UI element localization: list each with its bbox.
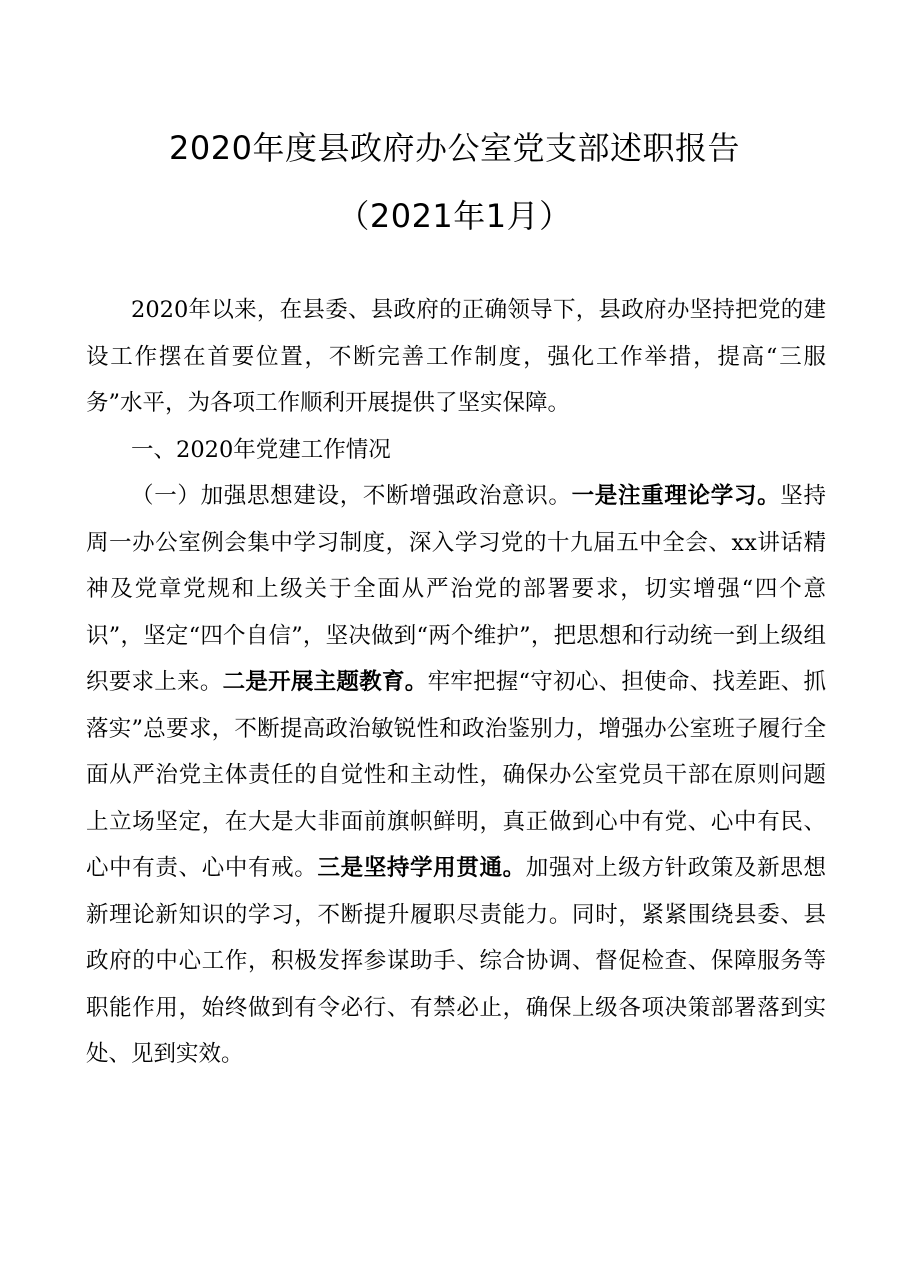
point3-title: 三是坚持学用贯通。: [317, 855, 526, 881]
point2-title: 二是开展主题教育。: [222, 669, 428, 695]
point1-text: 坚持周一办公室例会集中学习制度，深入学习党的十九届五中全会、xx讲话精神及党章党规和上级关于全面从严治党的部署要求，切实增强“四个意识”，坚定“四个自信”，坚决做到“两个维护”，把思想和行动统一到上级组织要求上来。: [86, 483, 826, 695]
section-heading-block: [86, 427, 826, 474]
section1-paragraph-block: [86, 473, 826, 1078]
point3-text: 加强对上级方针政策及新思想新理论新知识的学习，不断提升履职尽责能力。同时，紧紧围绕县委、县政府的中心工作，积极发挥参谋助手、综合协调、督促检查、保障服务等职能作用，始终做到有令必行、有禁必止，确保上级各项决策部署落到实处、见到实效。: [86, 855, 826, 1067]
intro-paragraph-block: [86, 287, 826, 427]
point2-text: 牢牢把握“守初心、担使命、找差距、抓落实”总要求，不断提高政治敏锐性和政治鉴别力，增强办公室班子履行全面从严治党主体责任的自觉性和主动性，确保办公室党员干部在原则问题上立场坚定，在大是大非面前旗帜鲜明，真正做到心中有党、心中有民、心中有责、心中有戒。: [86, 669, 826, 881]
document-subtitle: （2021年1月）: [337, 197, 572, 235]
intro-paragraph: 2020年以来，在县委、县政府的正确领导下，县政府办坚持把党的建设工作摆在首要位置，不断完善工作制度，强化工作举措，提高“三服务”水平，为各项工作顺利开展提供了坚实保障。: [86, 297, 826, 416]
section-heading: 一、2020年党建工作情况: [131, 437, 391, 463]
section1-lead: （一）加强思想建设，不断增强政治意识。: [131, 483, 572, 509]
document-title: 2020年度县政府办公室党支部述职报告: [169, 129, 740, 167]
point1-title: 一是注重理论学习。: [571, 483, 781, 509]
section1-paragraph: [86, 473, 826, 1078]
